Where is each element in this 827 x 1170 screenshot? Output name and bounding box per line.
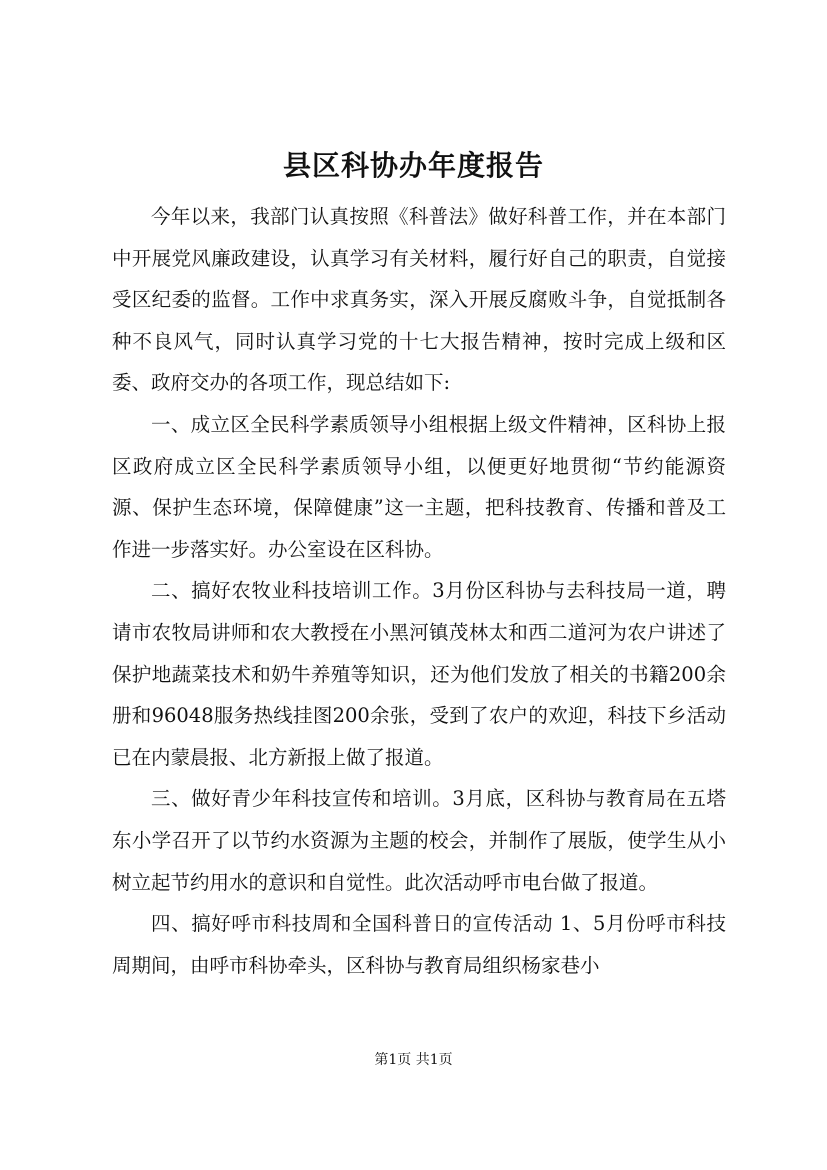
page-footer: 第1页 共1页: [374, 1052, 453, 1068]
document-body: [112, 196, 726, 986]
paragraph-section-1: 一、成立区全民科学素质领导小组根据上级文件精神，区科协上报区政府成立区全民科学素质领导小组，以便更好地贯彻“节约能源资源、保护生态环境，保障健康”这一主题，把科技教育、传播和普及工作进一步落实好。办公室设在区科协。: [112, 412, 726, 561]
paragraph-section-3: 三、做好青少年科技宣传和培训。3月底，区科协与教育局在五塔东小学召开了以节约水资源为主题的校会，并制作了展版，使学生从小树立起节约用水的意识和自觉性。此次活动呼市电台做了报道。: [112, 787, 726, 894]
paragraph-section-2: 二、搞好农牧业科技培训工作。3月份区科协与去科技局一道，聘请市农牧局讲师和农大教授在小黑河镇茂林太和西二道河为农户讲述了保护地蔬菜技术和奶牛养殖等知识，还为他们发放了相关的书籍200余册和96048服务热线挂图200余张，受到了农户的欢迎，科技下乡活动已在内蒙晨报、北方新报上做了报道。: [112, 579, 726, 769]
document-title: 县区科协办年度报告: [282, 149, 544, 182]
paragraph-section-4: 四、搞好呼市科技周和全国科普日的宣传活动 1、5月份呼市科技周期间，由呼市科协牵头，区科协与教育局组织杨家巷小: [112, 912, 726, 977]
paragraph-intro: 今年以来，我部门认真按照《科普法》做好科普工作，并在本部门中开展党风廉政建设，认真学习有关材料，履行好自己的职责，自觉接受区纪委的监督。工作中求真务实，深入开展反腐败斗争，自觉抵制各种不良风气，同时认真学习党的十七大报告精神，按时完成上级和区委、政府交办的各项工作，现总结如下:: [112, 205, 726, 395]
